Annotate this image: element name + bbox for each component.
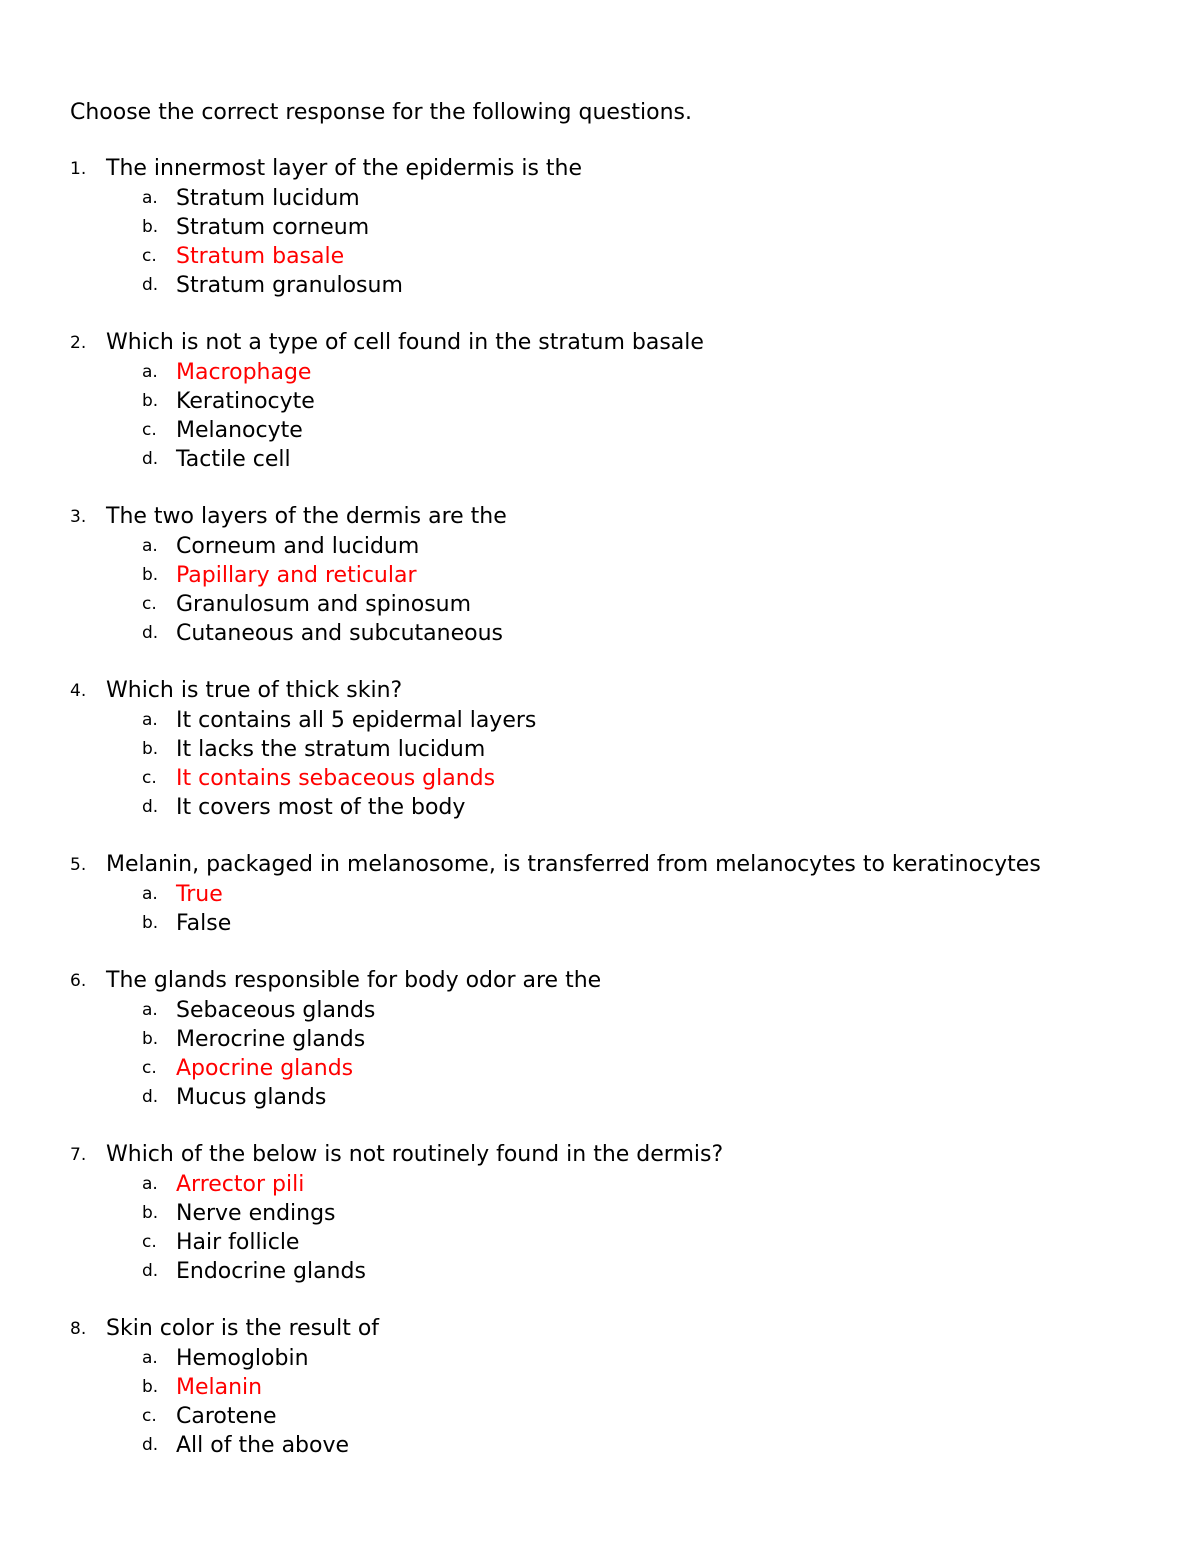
- answer-option: [70, 184, 1170, 213]
- question-5: [70, 850, 1170, 938]
- option-letter: c.: [142, 594, 157, 614]
- correct-option-text: Arrector pili: [176, 1172, 305, 1197]
- option-text: Melanocyte: [176, 418, 303, 443]
- question-text: The two layers of the dermis are the: [106, 504, 507, 529]
- question-6: [70, 966, 1170, 1112]
- option-text: Stratum corneum: [176, 215, 370, 240]
- answer-option: [70, 619, 1170, 648]
- option-letter: b.: [142, 913, 159, 933]
- question-number: 1.: [70, 159, 87, 179]
- question-line: [70, 1314, 1170, 1344]
- option-text: Sebaceous glands: [176, 998, 376, 1023]
- option-letter: a.: [142, 1000, 158, 1020]
- question-line: [70, 676, 1170, 706]
- question-line: [70, 966, 1170, 996]
- answer-option: [70, 1083, 1170, 1112]
- option-text: Granulosum and spinosum: [176, 592, 472, 617]
- option-letter: b.: [142, 739, 159, 759]
- option-text: False: [176, 911, 232, 936]
- option-letter: d.: [142, 1087, 159, 1107]
- option-text: Merocrine glands: [176, 1027, 366, 1052]
- question-text: Which of the below is not routinely found in the dermis?: [106, 1142, 724, 1167]
- question-number: 3.: [70, 507, 87, 527]
- option-letter: a.: [142, 362, 158, 382]
- option-text: It lacks the stratum lucidum: [176, 737, 486, 762]
- answer-option: [70, 1199, 1170, 1228]
- option-letter: a.: [142, 536, 158, 556]
- question-number: 4.: [70, 681, 87, 701]
- question-number: 7.: [70, 1145, 87, 1165]
- answer-option: [70, 1344, 1170, 1373]
- question-list: [70, 154, 1170, 1460]
- option-letter: c.: [142, 420, 157, 440]
- answer-option: [70, 590, 1170, 619]
- question-7: [70, 1140, 1170, 1286]
- question-text: Which is true of thick skin?: [106, 678, 403, 703]
- question-line: [70, 154, 1170, 184]
- question-2: [70, 328, 1170, 474]
- option-text: Hemoglobin: [176, 1346, 309, 1371]
- question-line: [70, 1140, 1170, 1170]
- option-letter: a.: [142, 710, 158, 730]
- answer-option: [70, 242, 1170, 271]
- answer-option: [70, 1431, 1170, 1460]
- answer-option: [70, 561, 1170, 590]
- correct-option-text: Melanin: [176, 1375, 263, 1400]
- answer-option: [70, 1257, 1170, 1286]
- option-text: All of the above: [176, 1433, 350, 1458]
- correct-option-text: It contains sebaceous glands: [176, 766, 496, 791]
- answer-option: [70, 387, 1170, 416]
- answer-option: [70, 358, 1170, 387]
- option-letter: c.: [142, 768, 157, 788]
- answer-option: [70, 1228, 1170, 1257]
- option-text: Cutaneous and subcutaneous: [176, 621, 503, 646]
- option-letter: c.: [142, 1406, 157, 1426]
- answer-options: [70, 358, 1170, 474]
- option-text: Stratum granulosum: [176, 273, 403, 298]
- answer-option: [70, 445, 1170, 474]
- question-line: [70, 328, 1170, 358]
- question-1: [70, 154, 1170, 300]
- question-line: [70, 850, 1170, 880]
- answer-option: [70, 1025, 1170, 1054]
- option-text: Tactile cell: [176, 447, 291, 472]
- option-letter: a.: [142, 188, 158, 208]
- answer-option: [70, 532, 1170, 561]
- answer-options: [70, 706, 1170, 822]
- answer-option: [70, 735, 1170, 764]
- question-text: Which is not a type of cell found in the stratum basale: [106, 330, 704, 355]
- question-number: 8.: [70, 1319, 87, 1339]
- answer-options: [70, 996, 1170, 1112]
- answer-option: [70, 1170, 1170, 1199]
- answer-option: [70, 1373, 1170, 1402]
- option-letter: b.: [142, 565, 159, 585]
- correct-option-text: Papillary and reticular: [176, 563, 417, 588]
- option-letter: b.: [142, 217, 159, 237]
- option-letter: d.: [142, 1261, 159, 1281]
- option-text: Keratinocyte: [176, 389, 315, 414]
- answer-options: [70, 1344, 1170, 1460]
- answer-options: [70, 880, 1170, 938]
- answer-option: [70, 996, 1170, 1025]
- answer-options: [70, 532, 1170, 648]
- answer-option: [70, 1054, 1170, 1083]
- correct-option-text: Stratum basale: [176, 244, 345, 269]
- option-letter: d.: [142, 275, 159, 295]
- option-letter: b.: [142, 1203, 159, 1223]
- question-8: [70, 1314, 1170, 1460]
- option-text: Stratum lucidum: [176, 186, 360, 211]
- option-letter: b.: [142, 1029, 159, 1049]
- option-letter: c.: [142, 1232, 157, 1252]
- question-4: [70, 676, 1170, 822]
- option-letter: c.: [142, 246, 157, 266]
- option-letter: d.: [142, 1435, 159, 1455]
- question-3: [70, 502, 1170, 648]
- answer-option: [70, 706, 1170, 735]
- question-text: The innermost layer of the epidermis is the: [106, 156, 582, 181]
- answer-option: [70, 1402, 1170, 1431]
- option-letter: b.: [142, 1377, 159, 1397]
- answer-options: [70, 184, 1170, 300]
- option-letter: a.: [142, 884, 158, 904]
- option-letter: d.: [142, 797, 159, 817]
- option-letter: b.: [142, 391, 159, 411]
- option-text: Hair follicle: [176, 1230, 300, 1255]
- option-text: Carotene: [176, 1404, 277, 1429]
- answer-option: [70, 271, 1170, 300]
- option-text: Mucus glands: [176, 1085, 327, 1110]
- question-line: [70, 502, 1170, 532]
- correct-option-text: True: [176, 882, 223, 907]
- answer-option: [70, 880, 1170, 909]
- option-text: Corneum and lucidum: [176, 534, 420, 559]
- question-text: Melanin, packaged in melanosome, is transferred from melanocytes to keratinocytes: [106, 852, 1041, 877]
- answer-option: [70, 793, 1170, 822]
- document-page: [70, 98, 1170, 1488]
- option-text: Endocrine glands: [176, 1259, 366, 1284]
- answer-option: [70, 764, 1170, 793]
- question-number: 5.: [70, 855, 87, 875]
- option-letter: a.: [142, 1174, 158, 1194]
- option-text: Nerve endings: [176, 1201, 336, 1226]
- correct-option-text: Macrophage: [176, 360, 312, 385]
- option-letter: c.: [142, 1058, 157, 1078]
- answer-options: [70, 1170, 1170, 1286]
- answer-option: [70, 416, 1170, 445]
- instructions-text: Choose the correct response for the following questions.: [70, 100, 692, 125]
- question-number: 2.: [70, 333, 87, 353]
- correct-option-text: Apocrine glands: [176, 1056, 354, 1081]
- answer-option: [70, 213, 1170, 242]
- option-letter: a.: [142, 1348, 158, 1368]
- answer-option: [70, 909, 1170, 938]
- question-text: The glands responsible for body odor are the: [106, 968, 602, 993]
- question-number: 6.: [70, 971, 87, 991]
- option-text: It contains all 5 epidermal layers: [176, 708, 537, 733]
- question-text: Skin color is the result of: [106, 1316, 380, 1341]
- option-letter: d.: [142, 449, 159, 469]
- option-letter: d.: [142, 623, 159, 643]
- option-text: It covers most of the body: [176, 795, 466, 820]
